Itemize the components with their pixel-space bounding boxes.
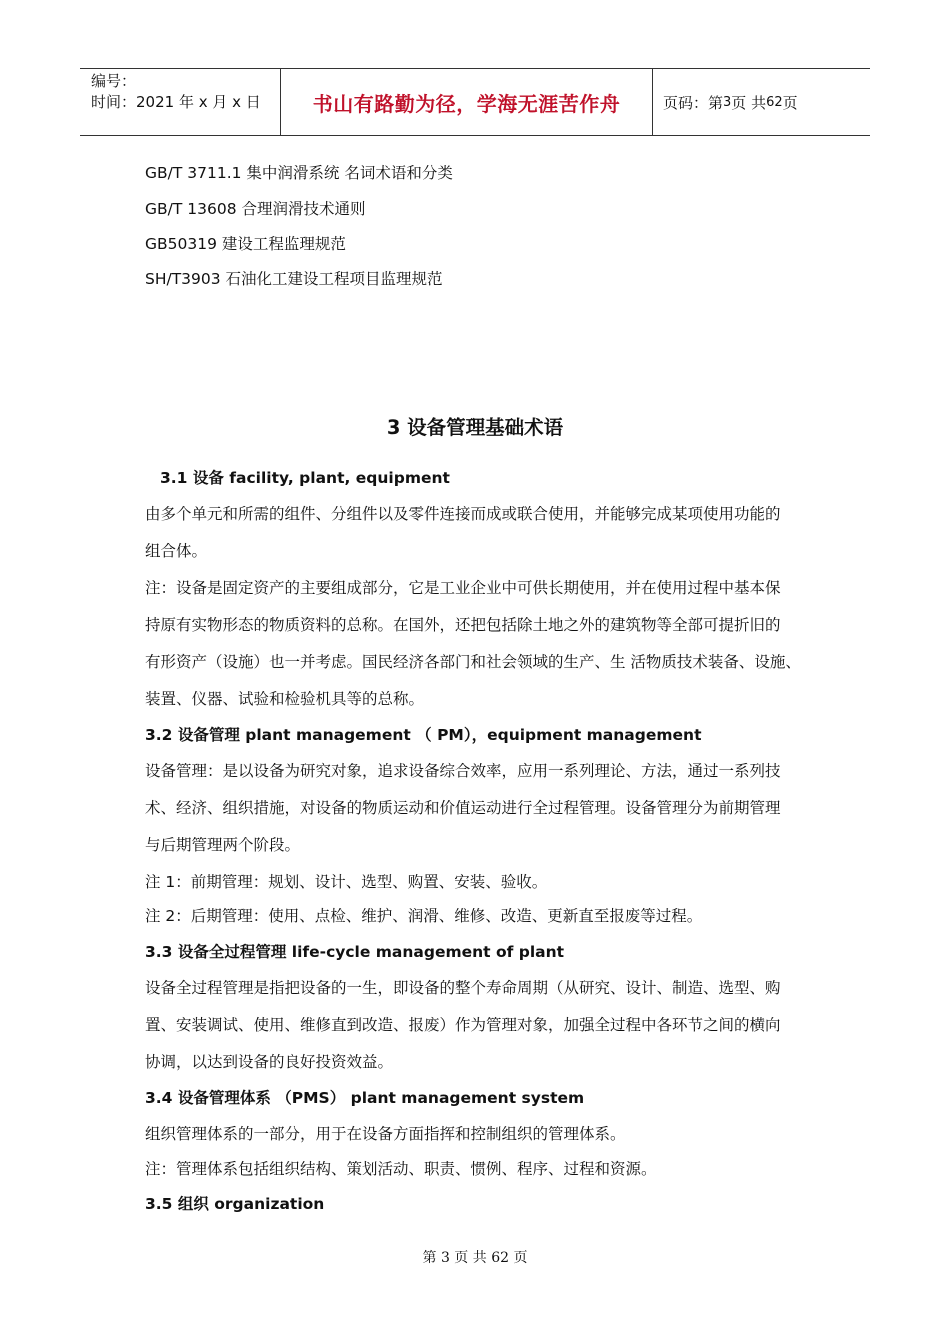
note-line: 注：设备是固定资产的主要组成部分，它是工业企业中可供长期使用，并在使用过程中基本保: [145, 579, 781, 597]
note-line: 注 2：后期管理：使用、点检、维护、润滑、维修、改造、更新直至报废等过程。: [145, 907, 703, 925]
page-footer: 第 3 页 共 62 页: [422, 1250, 528, 1266]
page-number: 3: [723, 94, 732, 110]
paragraph-line: 术、经济、组织措施，对设备的物质运动和价值运动进行全过程管理。设备管理分为前期管理: [145, 799, 781, 817]
term-heading: 3.3 设备全过程管理 life-cycle management of plant: [145, 943, 565, 961]
reference-item: GB50319 建设工程监理规范: [145, 235, 346, 253]
note-line: 注：管理体系包括组织结构、策划活动、职责、惯例、程序、过程和资源。: [145, 1160, 657, 1178]
header-page-info: [653, 69, 870, 135]
term-heading: 3.5 组织 organization: [145, 1195, 325, 1213]
note-line: 装置、仪器、试验和检验机具等的总称。: [145, 690, 425, 708]
paragraph-line: 置、安装调试、使用、维修直到改造、报废）作为管理对象，加强全过程中各环节之间的横向: [145, 1016, 781, 1034]
page-mid: 页 共: [731, 93, 767, 112]
reference-item: GB/T 3711.1 集中润滑系统 名词术语和分类: [145, 164, 453, 182]
page-header: [80, 68, 870, 136]
header-motto: 书山有路勤为径，学海无涯苦作舟: [281, 69, 653, 135]
paragraph-line: 由多个单元和所需的组件、分组件以及零件连接而成或联合使用，并能够完成某项使用功能的: [145, 505, 781, 523]
term-heading: 3.4 设备管理体系 （PMS） plant management system: [145, 1089, 585, 1107]
time-label: 时间：2021 年 x 月 x 日: [91, 93, 261, 111]
paragraph-line: 组织管理体系的一部分，用于在设备方面指挥和控制组织的管理体系。: [145, 1125, 626, 1143]
section-title: 3 设备管理基础术语: [386, 416, 564, 439]
reference-item: GB/T 13608 合理润滑技术通则: [145, 200, 366, 218]
note-line: 注 1：前期管理：规划、设计、选型、购置、安装、验收。: [145, 873, 548, 891]
page-total: 62: [766, 94, 783, 110]
paragraph-line: 组合体。: [145, 542, 208, 560]
code-label: 编号：: [91, 72, 137, 90]
header-meta: [80, 69, 281, 135]
page-suffix: 页: [782, 93, 798, 112]
term-heading: 3.1 设备 facility, plant, equipment: [160, 469, 450, 487]
paragraph-line: 设备管理：是以设备为研究对象，追求设备综合效率，应用一系列理论、方法，通过一系列技: [145, 762, 781, 780]
paragraph-line: 与后期管理两个阶段。: [145, 836, 301, 854]
reference-item: SH/T3903 石油化工建设工程项目监理规范: [145, 270, 443, 288]
note-line: 有形资产（设施）也一并考虑。国民经济各部门和社会领域的生产、生 活物质技术装备、设施、: [145, 653, 801, 671]
page-prefix: 页码：第: [663, 93, 724, 112]
term-heading: 3.2 设备管理 plant management （ PM），equipment management: [145, 726, 702, 744]
paragraph-line: 协调，以达到设备的良好投资效益。: [145, 1053, 394, 1071]
note-line: 持原有实物形态的物质资料的总称。在国外，还把包括除土地之外的建筑物等全部可提折旧的: [145, 616, 781, 634]
paragraph-line: 设备全过程管理是指把设备的一生，即设备的整个寿命周期（从研究、设计、制造、选型、购: [145, 979, 781, 997]
